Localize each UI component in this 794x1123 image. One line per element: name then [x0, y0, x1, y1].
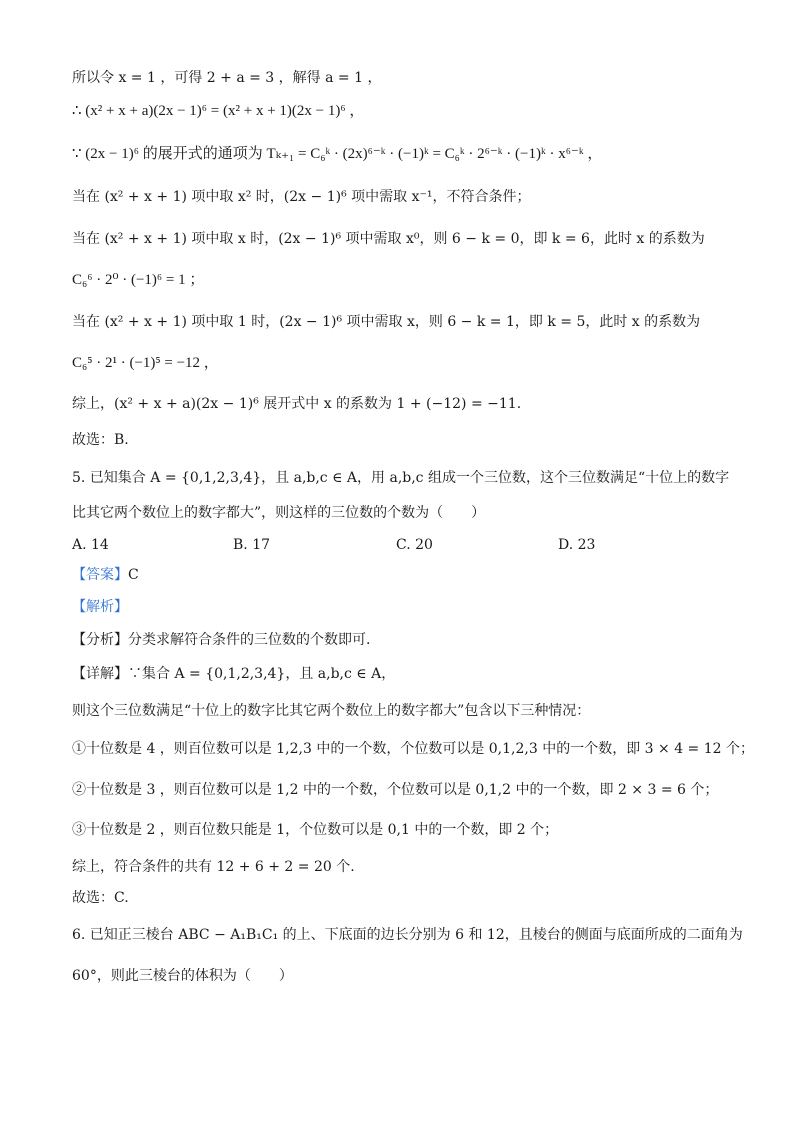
fenxi-line	[72, 630, 370, 650]
solution-line-2: ∴ (x² + x + a)(2x − 1)⁶ = (x² + x + 1)(2x − 1)⁶ ，	[72, 103, 365, 119]
option-a: A. 14	[72, 537, 109, 553]
solution-line-4: 当在 (x² + x + 1) 项中取 x² 时，(2x − 1)⁶ 项中需取 x⁻¹，不符合条件；	[72, 189, 531, 205]
analysis-line	[72, 597, 128, 617]
question-6-stem-line-2: 60°，则此三棱台的体积为（ ）	[72, 968, 293, 984]
question-5-stem-line-1: 5. 已知集合 A = {0,1,2,3,4}，且 a,b,c ∈ A，用 a,b,c 组成一个三位数，这个三位数满足“十位上的数字	[72, 470, 730, 486]
answer-value: C	[128, 567, 139, 583]
detail-line-1: 则这个三位数满足“十位上的数字比其它两个数位上的数字都大”包含以下三种情况：	[72, 703, 591, 719]
detail-line	[72, 664, 395, 684]
answer-tag: 【答案】	[72, 567, 128, 583]
analysis-tag: 【解析】	[72, 599, 128, 615]
solution-line-3: ∵ (2x − 1)⁶ 的展开式的通项为 Tₖ₊₁ = C₆ᵏ · (2x)⁶⁻ᵏ · (−1)ᵏ = C₆ᵏ · 2⁶⁻ᵏ · (−1)ᵏ · x⁶⁻ᵏ ，	[72, 146, 603, 162]
detail-case-3: ③十位数是 2 ，则百位数只能是 1，个位数可以是 0,1 中的一个数，即 2 个；	[72, 822, 559, 838]
question-6-stem-line-1: 6. 已知正三棱台 ABC − A₁B₁C₁ 的上、下底面的边长分别为 6 和 12，且棱台的侧面与底面所成的二面角为	[72, 927, 743, 943]
solution-line-5: 当在 (x² + x + 1) 项中取 x 时，(2x − 1)⁶ 项中需取 x⁰，则 6 − k = 0，即 k = 6，此时 x 的系数为	[72, 231, 705, 247]
answer-line	[72, 565, 139, 585]
detail-text: ∵集合 A = {0,1,2,3,4}，且 a,b,c ∈ A，	[128, 666, 396, 682]
detail-case-2: ②十位数是 3 ，则百位数可以是 1,2 中的一个数，个位数可以是 0,1,2 中的一个数，即 2 × 3 = 6 个；	[72, 782, 719, 798]
option-d: D. 23	[558, 537, 596, 553]
option-c: C. 20	[396, 537, 433, 553]
detail-case-1: ①十位数是 4 ，则百位数可以是 1,2,3 中的一个数，个位数可以是 0,1,2,3 中的一个数，即 3 × 4 = 12 个；	[72, 741, 754, 757]
solution-line-1: 所以令 x = 1 ，可得 2 + a = 3 ，解得 a = 1 ，	[72, 70, 382, 86]
solution-line-10: 故选：B.	[72, 432, 129, 448]
detail-choice: 故选：C.	[72, 890, 129, 906]
fenxi-tag: 【分析】	[72, 632, 128, 648]
question-5-stem-line-2: 比其它两个数位上的数字都大”，则这样的三位数的个数为（ ）	[72, 505, 486, 521]
solution-line-7: 当在 (x² + x + 1) 项中取 1 时，(2x − 1)⁶ 项中需取 x，则 6 − k = 1，即 k = 5，此时 x 的系数为	[72, 314, 701, 330]
solution-line-6: C₆⁶ · 2⁰ · (−1)⁶ = 1 ；	[72, 272, 205, 288]
detail-summary: 综上，符合条件的共有 12 + 6 + 2 = 20 个.	[72, 859, 355, 875]
solution-line-8: C₆⁵ · 2¹ · (−1)⁵ = −12 ，	[72, 355, 219, 371]
detail-tag: 【详解】	[72, 666, 128, 682]
solution-line-9: 综上，(x² + x + a)(2x − 1)⁶ 展开式中 x 的系数为 1 + (−12) = −11.	[72, 396, 522, 412]
fenxi-text: 分类求解符合条件的三位数的个数即可.	[128, 632, 371, 648]
option-b: B. 17	[233, 537, 271, 553]
